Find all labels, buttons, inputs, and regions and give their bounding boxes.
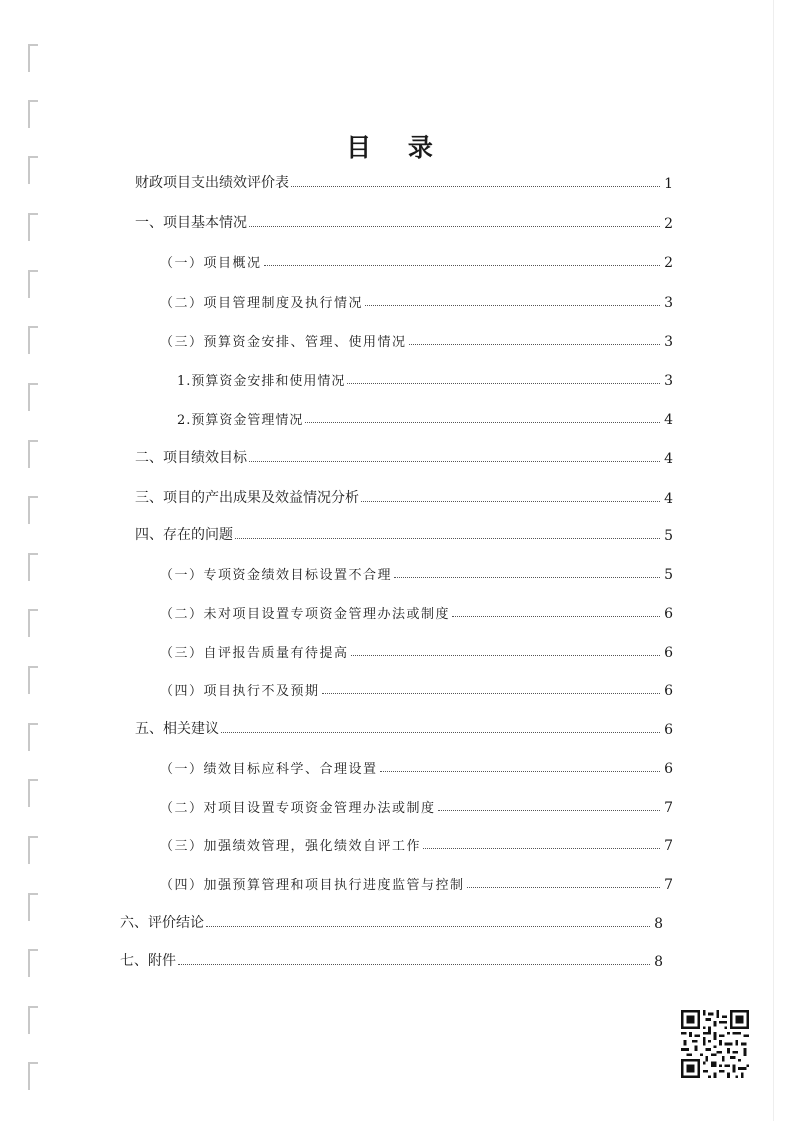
toc-leader [409,343,661,345]
toc-leader [394,576,660,578]
toc-entry-page: 7 [664,800,673,816]
binding-mark [28,893,38,921]
toc-entry-page: 5 [664,528,673,544]
page-edge [773,0,780,1121]
toc-leader [380,770,661,772]
toc-entry-label: 三、项目的产出成果及效益情况分析 [135,490,359,506]
toc-entry[interactable] [160,639,673,661]
toc-leader [347,382,660,384]
toc-entry-page: 4 [664,412,673,428]
binding-mark [28,383,38,411]
toc-leader [291,185,660,187]
toc-entry-label: （四）项目执行不及预期 [160,684,320,699]
toc-leader [249,225,660,227]
toc-leader [351,654,661,656]
toc-entry[interactable] [160,600,673,622]
toc-entry-label: 七、附件 [120,953,176,969]
binding-mark [28,553,38,581]
toc-entry-label: （一）绩效目标应科学、合理设置 [160,762,378,777]
binding-mark [28,270,38,298]
toc-leader [305,421,660,423]
toc-entry[interactable] [160,561,673,583]
toc-leader [264,264,661,266]
toc-entry-page: 7 [664,838,673,854]
toc-entry-label: （二）对项目设置专项资金管理办法或制度 [160,801,436,816]
toc-entry-label: （四）加强预算管理和项目执行进度监管与控制 [160,878,465,893]
toc-entry[interactable] [177,367,673,389]
binding-mark [28,949,38,977]
toc-entry[interactable] [177,406,673,428]
toc-entry[interactable] [120,910,663,932]
toc-entry[interactable] [135,522,673,544]
toc-entry-label: （一）项目概况 [160,256,262,271]
toc-leader [423,847,660,849]
toc-entry[interactable] [160,249,673,271]
toc-entry-page: 3 [664,334,673,350]
toc-leader [221,731,660,733]
qr-code-icon [681,1010,749,1078]
toc-entry[interactable] [160,794,673,816]
binding-mark [28,496,38,524]
toc-entry[interactable] [160,677,673,699]
toc-entry-page: 6 [664,761,673,777]
toc-entry[interactable] [160,289,673,311]
toc-entry[interactable] [135,485,673,507]
toc-entry-page: 6 [664,606,673,622]
binding-mark [28,1006,38,1034]
toc-leader [438,809,661,811]
toc-entry-label: 四、存在的问题 [135,527,233,543]
toc-entry-label: 2.预算资金管理情况 [177,413,304,428]
binding-mark [28,723,38,751]
toc-entry-label: 一、项目基本情况 [135,215,247,231]
toc-entry-label: （三）加强绩效管理，强化绩效自评工作 [160,839,422,854]
toc-entry-page: 8 [654,954,663,970]
toc-entry-label: 二、项目绩效目标 [135,450,247,466]
toc-entry-label: 六、评价结论 [120,915,204,931]
toc-entry-page: 6 [664,722,673,738]
toc-entry-page: 2 [664,216,673,232]
toc-entry-label: （三）预算资金安排、管理、使用情况 [160,335,407,350]
toc-leader [249,460,660,462]
toc-entry-page: 1 [664,176,673,192]
toc-entry-page: 6 [664,683,673,699]
binding-mark [28,836,38,864]
toc-entry[interactable] [160,832,673,854]
binding-mark [28,609,38,637]
toc-entry[interactable] [160,328,673,350]
binding-mark [28,1062,38,1090]
toc-entry-page: 6 [664,645,673,661]
toc-entry-label: （二）项目管理制度及执行情况 [160,296,364,311]
toc-entry-page: 5 [664,567,673,583]
binding-mark [28,100,38,128]
binding-mark [28,779,38,807]
toc-entry-page: 7 [664,877,673,893]
toc-entry-page: 4 [664,491,673,507]
toc-entry[interactable] [135,716,673,738]
toc-entry-page: 2 [664,255,673,271]
toc-leader [322,692,661,694]
toc-leader [365,304,660,306]
toc-entry[interactable] [160,755,673,777]
toc-entry[interactable] [120,948,663,970]
toc-entry[interactable] [135,210,673,232]
toc-entry-page: 8 [654,916,663,932]
page-title: 目 录 [346,133,447,162]
toc-entry-label: 财政项目支出绩效评价表 [135,175,289,191]
toc-entry-page: 4 [664,451,673,467]
binding-mark [28,666,38,694]
toc-entry-page: 3 [664,295,673,311]
toc-entry-label: 1.预算资金安排和使用情况 [177,374,346,389]
toc-entry[interactable] [135,445,673,467]
binding-mark [28,326,38,354]
binding-mark [28,44,38,72]
toc-entry[interactable] [135,170,673,192]
toc-leader [235,537,660,539]
toc-entry-page: 3 [664,373,673,389]
toc-entry-label: （二）未对项目设置专项资金管理办法或制度 [160,607,451,622]
binding-mark [28,440,38,468]
toc-leader [361,500,660,502]
binding-mark [28,213,38,241]
toc-entry-label: （三）自评报告质量有待提高 [160,646,349,661]
toc-entry-label: （一）专项资金绩效目标设置不合理 [160,568,393,583]
toc-entry[interactable] [160,871,673,893]
toc-leader [467,886,661,888]
toc-leader [452,615,660,617]
toc-leader [178,963,650,965]
toc-leader [206,925,650,927]
toc-entry-label: 五、相关建议 [135,721,219,737]
